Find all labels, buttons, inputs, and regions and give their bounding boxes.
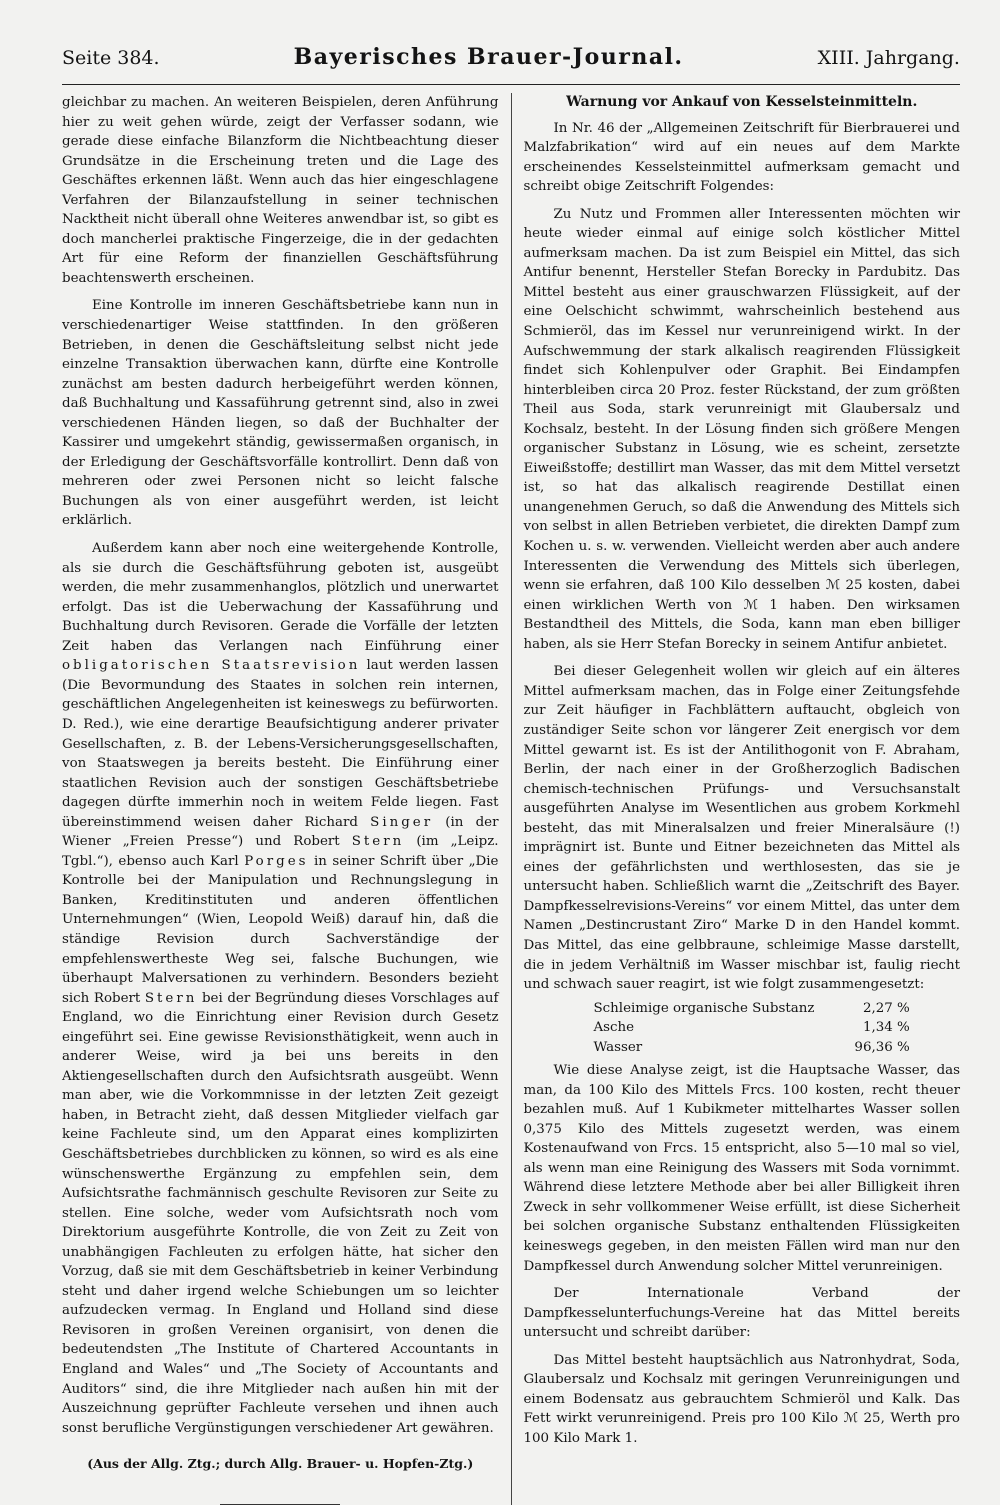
right-column: [511, 93, 961, 1505]
analysis-label: Asche: [593, 1020, 635, 1036]
paragraph-text: (in der Wiener „Freien Presse“) und Robert: [62, 814, 499, 850]
author-name-porges: Porges: [244, 853, 309, 869]
right-paragraph-3: Bei dieser Gelegenheit wollen wir gleich auf ein älteres Mittel aufmerksam machen, das in Folge einer Zeitungsfehde zur Zeit häufiger in Fachblättern auftaucht, obgleich von zuständiger Seite schon vor längerer Zeit energisch vor dem Mittel gewarnt ist. Es ist der Antilithogonit von F. Abraham, Berlin, der nach einer in der Großherzoglich Badischen chemisch-technischen Prüfungs- und Versuchsanstalt ausgeführten Analyse im Wesentlichen aus grobem Korkmehl besteht, das mit Mineralsalzen und freier Mineralsäure (!) imprägnirt ist. Bunte und Eitner bezeichneten das Mittel als eines der gefährlichsten und werthlosesten, das sie je untersucht haben. Schließlich warnt die „Zeitschrift des Bayer. Dampfkesselrevisions-Vereins“ vor einem Mittel, das unter dem Namen „Destincrustant Ziro“ Marke D in den Handel kommt. Das Mittel, das eine gelbbraune, schleimige Masse darstellt, die in jedem Verhältniß im Wasser mischbar ist, faulig riecht und schwach sauer reagirt, ist wie folgt zusammengesetzt:: [523, 664, 960, 993]
author-name-stern: Stern: [144, 990, 198, 1006]
paragraph-text: laut werden lassen (Die Bevormundung des Staates in solchen rein internen, geschäftlichen Angelegenheiten ist keineswegs zu befürworten. D. Red.), wie eine derartige Beaufsichtigung anderer privater Gesellschaften, z. B. der Lebens-Versicherungsgesellschaften, von Staatswegen ja bereits besteht. Die Einführung einer staatlichen Revision auch der sonstigen Geschäftsbetriebe dagegen dürfte immerhin noch in weitem Felde liegen. Fast übereinstimmend weisen daher Richard: [62, 658, 499, 830]
author-name-singer: Singer: [370, 814, 434, 830]
table-row: [594, 1018, 910, 1038]
table-row: [594, 999, 910, 1019]
analysis-label: Schleimige organische Substanz: [593, 1000, 815, 1016]
right-paragraph-5: Der Internationale Verband der Dampfkesselunterfuchungs-Vereine hat das Mittel bereits untersucht und schreibt darüber:: [523, 1286, 960, 1341]
emphasized-term: obligatorischen Staatsrevision: [62, 658, 361, 674]
paragraph-text: in seiner Schrift über „Die Kontrolle bei der Manipulation und Rechnungslegung in Banken, Kreditinstituten und anderen öffentlichen Unternehmungen“ (Wien, Leopold Weiß) darauf hin, daß die ständige Revision durch Sachverständige der empfehlenswertheste Weg sei, falsche Buchungen, wie überhaupt Malversationen zu verhindern. Besonders bezieht sich Robert: [62, 853, 499, 1006]
left-paragraph-2: Eine Kontrolle im inneren Geschäftsbetriebe kann nun in verschiedenartiger Weise stattfinden. In den größeren Betrieben, in denen die Geschäftsleitung selbst nicht jede einzelne Transaktion überwachen kann, dürfte eine Kontrolle zunächst am besten dadurch herbeigeführt werden können, daß Buchhaltung und Kassaführung getrennt sind, also in zwei verschiedenen Händen liegen, so daß der Buchhalter der Kassirer und umgekehrt ständig, gewissermaßen organisch, in der Erledigung der Geschäftsvorfälle kontrollirt. Denn daß von mehreren oder zwei Personen nicht so leicht falsche Buchungen als von einer ausgeführt werden, ist leicht erklärlich.: [62, 298, 499, 529]
analysis-value: 1,34 %: [862, 1020, 910, 1036]
article-heading: Warnung vor Ankauf von Kesselsteinmitteln.: [566, 94, 918, 110]
author-name-stern: Stern: [351, 834, 405, 850]
page-header: [62, 44, 960, 85]
right-paragraph-1: In Nr. 46 der „Allgemeinen Zeitschrift für Bierbrauerei und Malzfabrikation“ wird auf ein neues auf dem Markte erscheinendes Kesselsteinmittel aufmerksam gemacht und schreibt obige Zeitschrift Folgendes:: [523, 120, 960, 195]
left-paragraph-3: [62, 539, 499, 1438]
left-column: [62, 93, 499, 1505]
right-paragraph-2: Zu Nutz und Frommen aller Interessenten möchten wir heute wieder einmal auf einige solch köstlicher Mittel aufmerksam machen. Da ist zum Beispiel ein Mittel, das sich Antifur benennt, Hersteller Stefan Borecky in Pardubitz. Das Mittel besteht aus einer grauschwarzen Flüssigkeit, auf der eine Oelschicht schwimmt, wahrscheinlich bestehend aus Schmieröl, das im Kessel nur verunreinigend wirkt. In der Aufschwemmung der stark alkalisch reagirenden Flüssigkeit findet sich Kohlenpulver oder Graphit. Bei Eindampfen hinterbleiben circa 20 Proz. fester Rückstand, der zum größten Theil aus Soda, stark verunreinigt mit Glaubersalz und Kochsalz, besteht. In der Lösung finden sich größere Mengen organischer Substanz in Lösung, wie es scheint, zersetzte Eiweißstoffe; destillirt man Wasser, das mit dem Mittel versetzt ist, so hat das alkalisch reagirende Destillat einen unangenehmen Geruch, so daß die Anwendung des Mittels sich von selbst in allen Betrieben verbietet, die direkten Dampf zum Kochen u. s. w. verwenden. Vielleicht werden aber auch andere Interessenten die Verwendung des Mittels sich überlegen, wenn sie erfahren, daß 100 Kilo desselben ℳ 25 kosten, dabei einen wirklichen Werth von ℳ 1 haben. Den wirksamen Bestandtheil des Mittels, die Soda, kann man eben billiger haben, als sie Herr Stefan Borecky in seinem Antifur anbietet.: [523, 206, 960, 652]
analysis-label: Wasser: [593, 1039, 643, 1055]
analysis-value: 96,36 %: [854, 1039, 910, 1055]
source-citation: (Aus der Allg. Ztg.; durch Allg. Brauer- u. Hopfen-Ztg.): [87, 1456, 474, 1472]
volume-label: XIII. Jahrgang.: [817, 47, 960, 69]
analysis-table: [594, 999, 910, 1058]
article-columns: [62, 93, 960, 1505]
analysis-value: 2,27 %: [862, 1000, 910, 1016]
table-row: [594, 1038, 910, 1058]
journal-title: Bayerisches Brauer-Journal.: [293, 44, 684, 70]
right-paragraph-4: Wie diese Analyse zeigt, ist die Hauptsache Wasser, das man, da 100 Kilo des Mittels Frcs. 100 kosten, recht theuer bezahlen muß. Auf 1 Kubikmeter mittelhartes Wasser sollen 0,375 Kilo des Mittels zugesetzt werden, was einem Kostenaufwand von Frcs. 15 entspricht, also 5—10 mal so viel, als wenn man eine Reinigung des Wassers mit Soda vornimmt. Während diese letztere Methode aber bei aller Billigkeit ihren Zweck in sehr vollkommener Weise erfüllt, ist diese Sicherheit bei solchen organische Substanz enthaltenden Flüssigkeiten keineswegs gegeben, in den meisten Fällen wird man nur den Dampfkessel durch Anwendung solcher Mittel verunreinigen.: [523, 1063, 960, 1274]
paragraph-text: (im „Leipz. Tgbl.“), ebenso auch Karl: [62, 834, 499, 869]
right-paragraph-6: Das Mittel besteht hauptsächlich aus Natronhydrat, Soda, Glaubersalz und Kochsalz mit geringen Verunreinigungen und einem Bodensatz aus gebrauchtem Schmieröl und Kalk. Das Fett wirkt verunreinigend. Preis pro 100 Kilo ℳ 25, Werth pro 100 Kilo Mark 1.: [523, 1352, 960, 1446]
page-number: Seite 384.: [62, 47, 160, 69]
paragraph-text: Außerdem kann aber noch eine weitergehende Kontrolle, als sie durch die Geschäftsführung geboten ist, ausgeübt werden, die mehr zusammenhanglos, plötzlich und unerwartet erfolgt. Das ist die Ueberwachung der Kassaführung und Buchhaltung durch Revisoren. Gerade die Vorfälle der letzten Zeit haben das Verlangen nach Einführung einer: [62, 541, 499, 654]
paragraph-text: bei der Begründung dieses Vorschlages auf England, wo die Einrichtung einer Revision durch Gesetz eingeführt sei. Eine gewisse Revisionsthätigkeit, wenn auch in anderer Weise, wird ja bei uns bereits in den Aktiengesellschaften durch den Aufsichtsrath ausgeübt. Wenn man aber, wie die Vorkommnisse in der letzten Zeit gezeigt haben, in Betracht zieht, daß dessen Mitglieder vielfach gar keine Fachleute sind, um den Apparat eines komplizirten Geschäftsbetriebes durchblicken zu können, so wird es als eine wünschenswerthe Ergänzung zu empfehlen sein, dem Aufsichtsrathe fachmännisch geschulte Revisoren zur Seite zu stellen. Eine solche, weder vom Aufsichtsrath noch vom Direktorium ausgeführte Kontrolle, die von Zeit zu Zeit von unabhängigen Fachleuten zu erfolgen hätte, hat sicher den Vorzug, daß sie mit dem Geschäftsbetrieb in keiner Verbindung steht und daher irgend welche Schiebungen um so leichter aufzudecken vermag. In England und Holland sind diese Revisoren in großen Vereinen organisirt, von denen die bedeutendsten „The Institute of Chartered Accountants in England and Wales“ und „The Society of Accountants and Auditors“ sind, die ihre Mitglieder nach außen hin mit der Auszeichnung geprüfter Fachleute versehen und ihnen auch sonst berufliche Vergünstigungen verschiedener Art gewähren.: [62, 990, 499, 1436]
left-paragraph-1: gleichbar zu machen. An weiteren Beispielen, deren Anführung hier zu weit gehen würde, zeigt der Verfasser sodann, wie gerade diese einfache Bilanzform die Nichtbeachtung dieser Grundsätze in die Erscheinung treten und die Lage des Geschäftes erkennen läßt. Wenn auch das hier eingeschlagene Verfahren der Bilanzaufstellung in seiner technischen Nacktheit nicht überall ohne Weiteres anwendbar ist, so gibt es doch mancherlei praktische Fingerzeige, die in der gedachten Art für eine Reform der finanziellen Geschäftsführung beachtenswerth erscheinen.: [62, 95, 499, 286]
